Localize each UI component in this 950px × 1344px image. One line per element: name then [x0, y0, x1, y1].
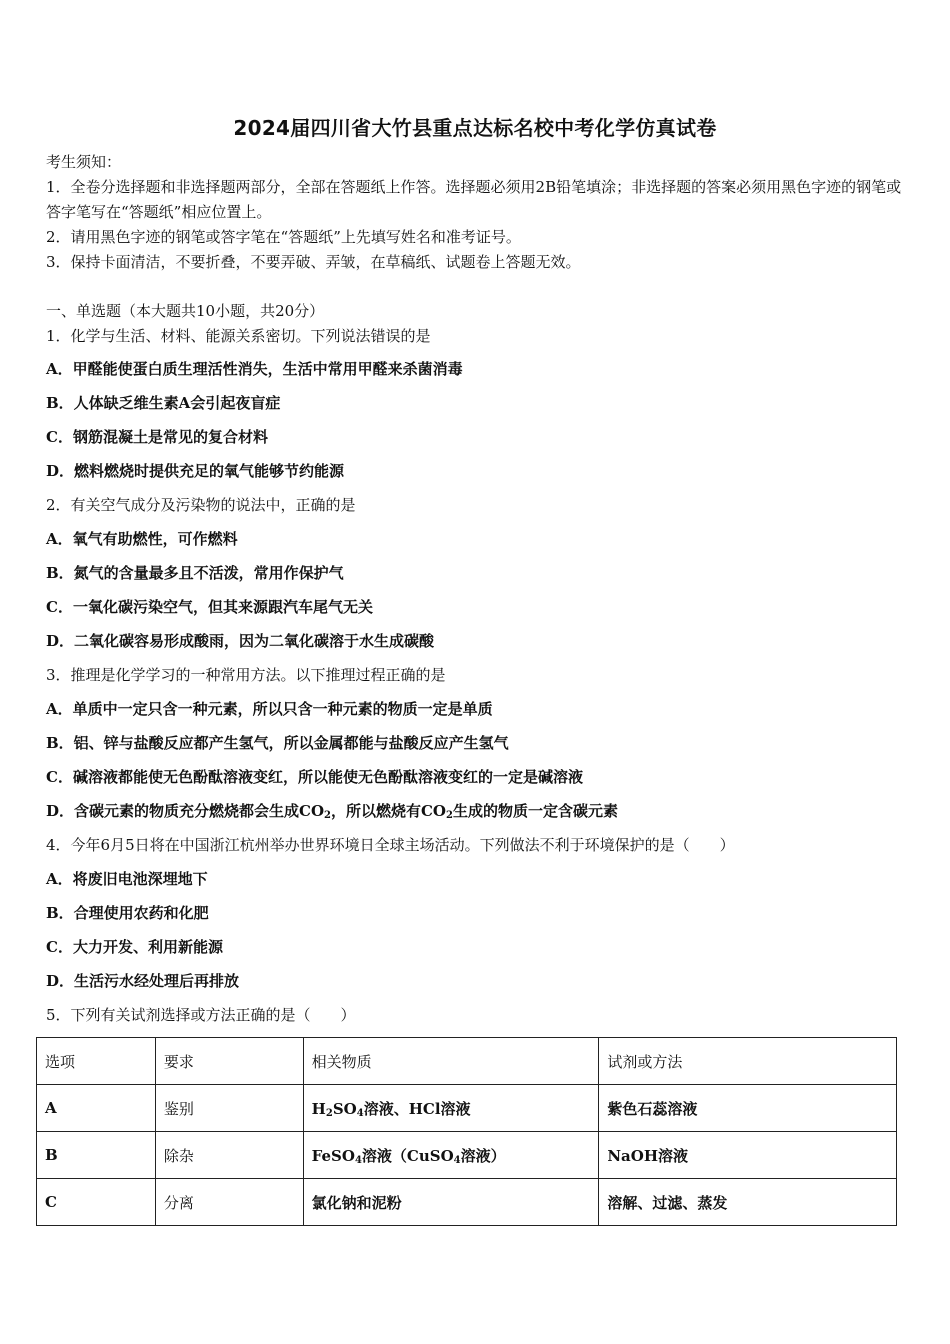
- table-cell-substance: [303, 1132, 599, 1179]
- notice-item-3: 3．保持卡面清洁，不要折叠，不要弄破、弄皱，在草稿纸、试题卷上答题无效。: [46, 253, 581, 271]
- question-4-option-d: D．生活污水经处理后再排放: [46, 972, 240, 990]
- question-3-option-d: [46, 801, 618, 821]
- formula-part: SO: [332, 1099, 357, 1118]
- question-5-table: [36, 1037, 897, 1226]
- table-header-cell: 试剂或方法: [599, 1038, 897, 1085]
- q3-d-text-3: 生成的物质一定含碳元素: [452, 802, 618, 820]
- q3-d-text-2: ，所以燃烧有CO: [330, 802, 446, 820]
- table-row: [37, 1179, 897, 1226]
- table-row: [37, 1132, 897, 1179]
- question-4-option-b: B．合理使用农药和化肥: [46, 904, 209, 922]
- question-2-option-c: C．一氧化碳污染空气，但其来源跟汽车尾气无关: [46, 598, 373, 616]
- table-cell-substance: 氯化钠和泥粉: [303, 1179, 599, 1226]
- question-1-stem: 1．化学与生活、材料、能源关系密切。下列说法错误的是: [46, 327, 431, 345]
- question-3-option-a: A．单质中一定只含一种元素，所以只含一种元素的物质一定是单质: [46, 700, 493, 718]
- formula-part: 溶液（CuSO: [361, 1146, 454, 1165]
- question-3-option-b: B．铝、锌与盐酸反应都产生氢气，所以金属都能与盐酸反应产生氢气: [46, 734, 509, 752]
- question-3-stem: 3．推理是化学学习的一种常用方法。以下推理过程正确的是: [46, 666, 446, 684]
- question-4-stem: 4．今年6月5日将在中国浙江杭州举办世界环境日全球主场活动。下列做法不利于环境保护的是（ ）: [46, 836, 735, 854]
- formula-part: 溶液、HCl溶液: [363, 1099, 471, 1118]
- question-1-option-c: C．钢筋混凝土是常见的复合材料: [46, 428, 268, 446]
- table-header-cell: 要求: [155, 1038, 303, 1085]
- notice-item-1: 1．全卷分选择题和非选择题两部分，全部在答题纸上作答。选择题必须用2B铅笔填涂；非选择题的答案必须用黑色字迹的钢笔或答字笔写在“答题纸”相应位置上。: [46, 178, 902, 221]
- question-3-option-c: C．碱溶液都能使无色酚酞溶液变红，所以能使无色酚酞溶液变红的一定是碱溶液: [46, 768, 583, 786]
- formula-part: H: [311, 1099, 326, 1118]
- q3-d-sub-1: 2: [324, 810, 331, 821]
- notice-item-2: 2．请用黑色字迹的钢笔或答字笔在“答题纸”上先填写姓名和准考证号。: [46, 228, 521, 246]
- question-4-option-c: C．大力开发、利用新能源: [46, 938, 223, 956]
- formula-subscript: 4: [453, 1154, 461, 1166]
- table-row: [37, 1085, 897, 1132]
- formula-subscript: 2: [325, 1107, 333, 1119]
- exam-title: 2024届四川省大竹县重点达标名校中考化学仿真试卷: [233, 116, 717, 140]
- question-2-option-b: B．氮气的含量最多且不活泼，常用作保护气: [46, 564, 344, 582]
- table-cell-option: B: [37, 1132, 156, 1179]
- table-header-cell: 选项: [37, 1038, 156, 1085]
- q3-d-text-1: D．含碳元素的物质充分燃烧都会生成CO: [46, 802, 325, 820]
- table-cell-option: C: [37, 1179, 156, 1226]
- table-cell-requirement: 除杂: [155, 1132, 303, 1179]
- formula-part: 溶液）: [460, 1146, 506, 1165]
- question-5-stem: 5．下列有关试剂选择或方法正确的是（ ）: [46, 1006, 356, 1024]
- question-1-option-a: A．甲醛能使蛋白质生理活性消失，生活中常用甲醛来杀菌消毒: [46, 360, 463, 378]
- table-cell-method: NaOH溶液: [599, 1132, 897, 1179]
- notice-heading: 考生须知：: [46, 153, 122, 171]
- question-2-option-a: A．氧气有助燃性，可作燃料: [46, 530, 238, 548]
- table-cell-requirement: 鉴别: [155, 1085, 303, 1132]
- section-heading: 一、单选题（本大题共10小题，共20分）: [46, 302, 325, 320]
- question-1-option-b: B．人体缺乏维生素A会引起夜盲症: [46, 394, 281, 412]
- table-cell-method: 溶解、过滤、蒸发: [599, 1179, 897, 1226]
- q3-d-sub-2: 2: [446, 810, 453, 821]
- formula-part: FeSO: [311, 1146, 355, 1165]
- table-header-row: [37, 1038, 897, 1085]
- formula-subscript: 4: [354, 1154, 362, 1166]
- table-cell-method: 紫色石蕊溶液: [599, 1085, 897, 1132]
- table-cell-substance: [303, 1085, 599, 1132]
- table-header-cell: 相关物质: [303, 1038, 599, 1085]
- question-2-option-d: D．二氧化碳容易形成酸雨，因为二氧化碳溶于水生成碳酸: [46, 632, 435, 650]
- formula-subscript: 4: [356, 1107, 364, 1119]
- question-1-option-d: D．燃料燃烧时提供充足的氧气能够节约能源: [46, 462, 345, 480]
- question-4-option-a: A．将废旧电池深埋地下: [46, 870, 208, 888]
- table-cell-requirement: 分离: [155, 1179, 303, 1226]
- question-2-stem: 2．有关空气成分及污染物的说法中，正确的是: [46, 496, 356, 514]
- table-cell-option: A: [37, 1085, 156, 1132]
